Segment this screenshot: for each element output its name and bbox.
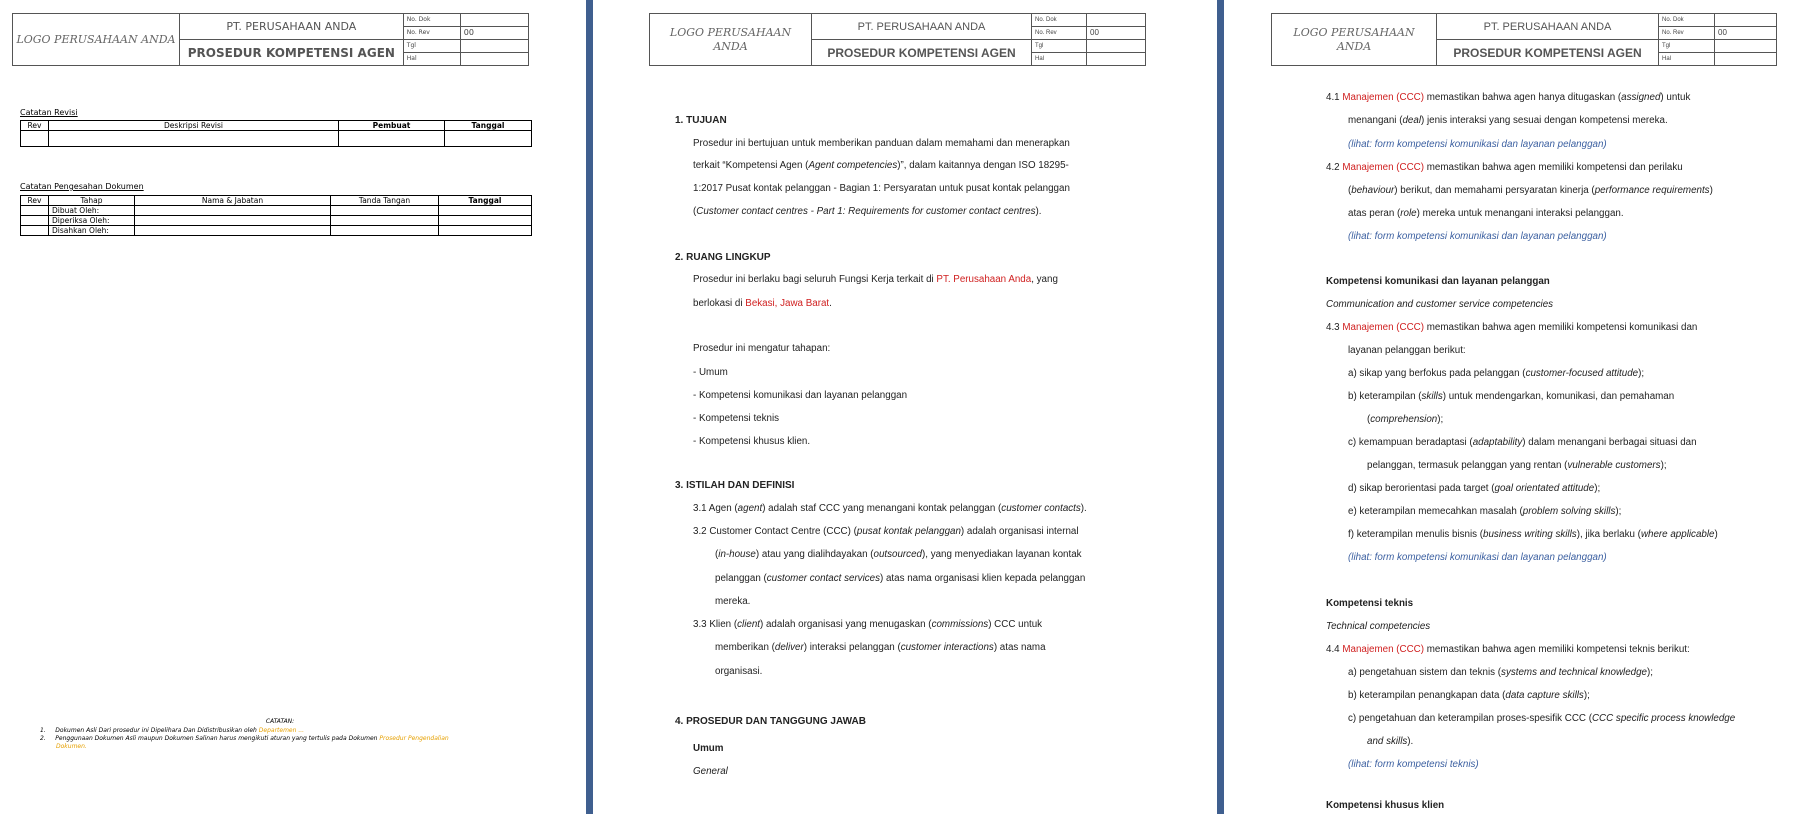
list-item: b) keterampilan penangkapan data (data capture skills); <box>1348 690 1590 701</box>
subsection-title: Kompetensi teknis <box>1326 598 1414 609</box>
section-title: 1. TUJUAN <box>675 115 727 126</box>
form-reference-link: (lihat: form kompetensi teknis) <box>1348 759 1479 770</box>
company-name: PT. PERUSAHAAN ANDA <box>812 14 1032 40</box>
list-item: e) keterampilan memecahkan masalah (problem solving skills); <box>1348 506 1622 517</box>
list-item: f) keterampilan menulis bisnis (business writing skills), jika berlaku (where applicable) <box>1348 529 1718 540</box>
revision-header-author: Pembuat <box>339 121 445 131</box>
revision-header-date: Tanggal <box>445 121 532 131</box>
procedure-title: PROSEDUR KOMPETENSI AGEN <box>812 40 1032 66</box>
table-row <box>21 226 532 236</box>
form-reference-link: (lihat: form kompetensi komunikasi dan layanan pelanggan) <box>1348 552 1607 563</box>
approval-header-signature: Tanda Tangan <box>331 196 439 206</box>
list-item: - Kompetensi teknis <box>693 413 780 424</box>
approval-header-rev: Rev <box>21 196 49 206</box>
note-item: 2. Penggunaan Dokumen Asli maupun Dokumen Salinan harus mengikuti aturan yang tertulis pada Dokumen Prosedur Pengendalian <box>40 735 449 742</box>
document-header-table: LOGO PERUSAHAAN ANDA PT. PERUSAHAAN ANDA No. Dok No. Rev 00 PROSEDUR KOMPETENSI AGEN Tgl Hal <box>1271 13 1777 66</box>
table-row <box>21 131 532 147</box>
approval-row-checked: Diperiksa Oleh: <box>49 216 135 226</box>
approval-row-approved: Disahkan Oleh: <box>49 226 135 236</box>
document-page-1 <box>0 0 586 814</box>
subsection-subtitle: Communication and customer service competencies <box>1326 299 1554 310</box>
page-value <box>460 53 528 66</box>
approval-row-made: Dibuat Oleh: <box>49 206 135 216</box>
note-item: 1. Dokumen Asli Dari prosedur ini Dipelihara Dan Didistribusikan oleh Departemen ... <box>40 727 305 734</box>
document-page-2: LOGO PERUSAHAAN ANDA PT. PERUSAHAAN ANDA No. Dok No. Rev 00 PROSEDUR KOMPETENSI AGEN Tgl Hal 1. TUJUAN Prosedur ini bertujuan untuk memberikan panduan dalam memahami dan menerapkan terkait “Kompetensi Agen (Agent competencies)”, dalam kaitannya dengan ISO 18295- 1:2017 Pusat kontak pelanggan - Bagian 1: Persyaratan untuk pusat kontak pelanggan (Customer contact centres - Part 1: Requirements for customer contact centres). 2. RUANG LINGKUP Prosedur ini berlaku bagi seluruh Fungsi Kerja terkait di PT. Perusahaan Anda, yang berlokasi di Bekasi, Jawa Barat. Prosedur ini mengatur tahapan: - Umum - Kompetensi komunikasi dan layanan pelanggan - Kompetensi teknis - Kompetensi khusus klien. 3. ISTILAH DAN DEFINISI 3.1 Agen (agent) adalah staf CCC yang menangani kontak pelanggan (customer contacts). 3.2 Customer Contact Centre (CCC) (pusat kontak pelanggan) adalah organisasi internal (in-house) atau yang dialihdayakan (outsourced), yang menyediakan layanan kontak pelanggan (customer contact services) atas nama organisasi klien kepada pelanggan mereka. 3.3 Klien (client) adalah organisasi yang menugaskan (commissions) CCC untuk memberikan (deliver) interaksi pelanggan (customer interactions) atas nama organisasi. 4. PROSEDUR DAN TANGGUNG JAWAB Umum General <box>593 0 1217 814</box>
revision-title: Catatan Revisi <box>20 108 78 117</box>
company-logo: LOGO PERUSAHAAN ANDA <box>13 14 180 66</box>
date-value <box>460 40 528 53</box>
list-item: c) pengetahuan dan keterampilan proses-spesifik CCC (CCC specific process knowledge <box>1348 713 1736 724</box>
section-title: 3. ISTILAH DAN DEFINISI <box>675 480 795 491</box>
subsection-title: Kompetensi komunikasi dan layanan pelanggan <box>1326 276 1550 287</box>
list-item: - Umum <box>693 367 728 378</box>
section-title: 2. RUANG LINGKUP <box>675 252 771 263</box>
list-item: d) sikap berorientasi pada target (goal orientated attitude); <box>1348 483 1601 494</box>
doc-number-value <box>460 14 528 27</box>
company-logo: LOGO PERUSAHAAN ANDA <box>1272 14 1437 66</box>
subsection-subtitle: General <box>693 766 728 777</box>
revision-header-description: Deskripsi Revisi <box>49 121 339 131</box>
approval-table <box>20 195 532 236</box>
list-item: - Kompetensi khusus klien. <box>693 436 811 447</box>
subsection-title: Umum <box>693 743 724 754</box>
company-logo: LOGO PERUSAHAAN ANDA <box>650 14 812 66</box>
section-title: 4. PROSEDUR DAN TANGGUNG JAWAB <box>675 716 866 727</box>
rev-number-value: 00 <box>460 27 528 40</box>
table-row <box>21 216 532 226</box>
company-name: PT. PERUSAHAAN ANDA <box>179 14 403 40</box>
approval-title: Catatan Pengesahan Dokumen <box>20 182 144 191</box>
procedure-title: PROSEDUR KOMPETENSI AGEN <box>179 40 403 66</box>
page-label: Hal <box>403 53 460 66</box>
form-reference-link: (lihat: form kompetensi komunikasi dan layanan pelanggan) <box>1348 139 1607 150</box>
list-item: - Kompetensi komunikasi dan layanan pelanggan <box>693 390 908 401</box>
approval-header-date: Tanggal <box>439 196 532 206</box>
company-name: PT. PERUSAHAAN ANDA <box>1437 14 1659 40</box>
date-label: Tgl <box>403 40 460 53</box>
procedure-title: PROSEDUR KOMPETENSI AGEN <box>1437 40 1659 66</box>
approval-header-stage: Tahap <box>49 196 135 206</box>
document-notes: CATATAN: 1. Dokumen Asli Dari prosedur ini Dipelihara Dan Didistribusikan oleh Departemen ... 2. Penggunaan Dokumen Asli maupun Dokumen Salinan harus mengikuti aturan yang tertulis pada Dokumen Prosedur Pengendalian Dokumen. <box>40 718 520 751</box>
approval-header-name: Nama & Jabatan <box>135 196 331 206</box>
revision-header-rev: Rev <box>21 121 49 131</box>
rev-number-label: No. Rev <box>403 27 460 40</box>
document-header-table <box>12 13 529 66</box>
notes-title: CATATAN: <box>265 718 295 725</box>
list-item: a) sikap yang berfokus pada pelanggan (customer-focused attitude); <box>1348 368 1645 379</box>
page-gap <box>586 0 593 814</box>
form-reference-link: (lihat: form kompetensi komunikasi dan layanan pelanggan) <box>1348 231 1607 242</box>
list-item: a) pengetahuan sistem dan teknis (systems and technical knowledge); <box>1348 667 1653 678</box>
document-page-3: LOGO PERUSAHAAN ANDA PT. PERUSAHAAN ANDA No. Dok No. Rev 00 PROSEDUR KOMPETENSI AGEN Tgl Hal 4.1 Manajemen (CCC) memastikan bahwa agen hanya ditugaskan (assigned) untuk menangani (deal) jenis interaksi yang sesuai dengan kompetensi mereka. (lihat: form kompetensi komunikasi dan layanan pelanggan) 4.2 Manajemen (CCC) memastikan bahwa agen memiliki kompetensi dan perilaku (behaviour) berikut, dan memahami persyaratan kinerja (performance requirements) atas peran (role) mereka untuk menangani interaksi pelanggan. (lihat: form kompetensi komunikasi dan layanan pelanggan) Kompetensi komunikasi dan layanan pelanggan Communication and customer service competencies 4.3 Manajemen (CCC) memastikan bahwa agen memiliki kompetensi komunikasi dan layanan pelanggan berikut: a) sikap yang berfokus pada pelanggan (customer-focused attitude); b) keterampilan (skills) untuk mendengarkan, komunikasi, dan pemahaman (comprehension); c) kemampuan beradaptasi (adaptability) dalam menangani berbagai situasi dan pelanggan, termasuk pelanggan yang rentan (vulnerable customers); d) sikap berorientasi pada target (goal orientated attitude); e) keterampilan memecahkan masalah (problem solving skills); f) keterampilan menulis bisnis (business writing skills), jika berlaku (where applicable) (lihat: form kompetensi komunikasi dan layanan pelanggan) Kompetensi teknis Technical competencies 4.4 Manajemen (CCC) memastikan bahwa agen memiliki kompetensi teknis berikut: a) pengetahuan sistem dan teknis (systems and technical knowledge); b) keterampilan penangkapan data (data capture skills); c) pengetahuan dan keterampilan proses-spesifik CCC (CCC specific process knowledge and skills). (lihat: form kompetensi teknis) Kompetensi khusus klien <box>1224 0 1802 814</box>
subsection-subtitle: Technical competencies <box>1326 621 1431 632</box>
list-item: c) kemampuan beradaptasi (adaptability) dalam menangani berbagai situasi dan <box>1348 437 1697 448</box>
revision-table <box>20 120 532 147</box>
page-gap <box>1217 0 1224 814</box>
subsection-title: Kompetensi khusus klien <box>1326 800 1445 811</box>
table-row <box>21 206 532 216</box>
document-header-table: LOGO PERUSAHAAN ANDA PT. PERUSAHAAN ANDA No. Dok No. Rev 00 PROSEDUR KOMPETENSI AGEN Tgl Hal <box>649 13 1146 66</box>
list-item: b) keterampilan (skills) untuk mendengarkan, komunikasi, dan pemahaman <box>1348 391 1675 402</box>
doc-number-label: No. Dok <box>403 14 460 27</box>
